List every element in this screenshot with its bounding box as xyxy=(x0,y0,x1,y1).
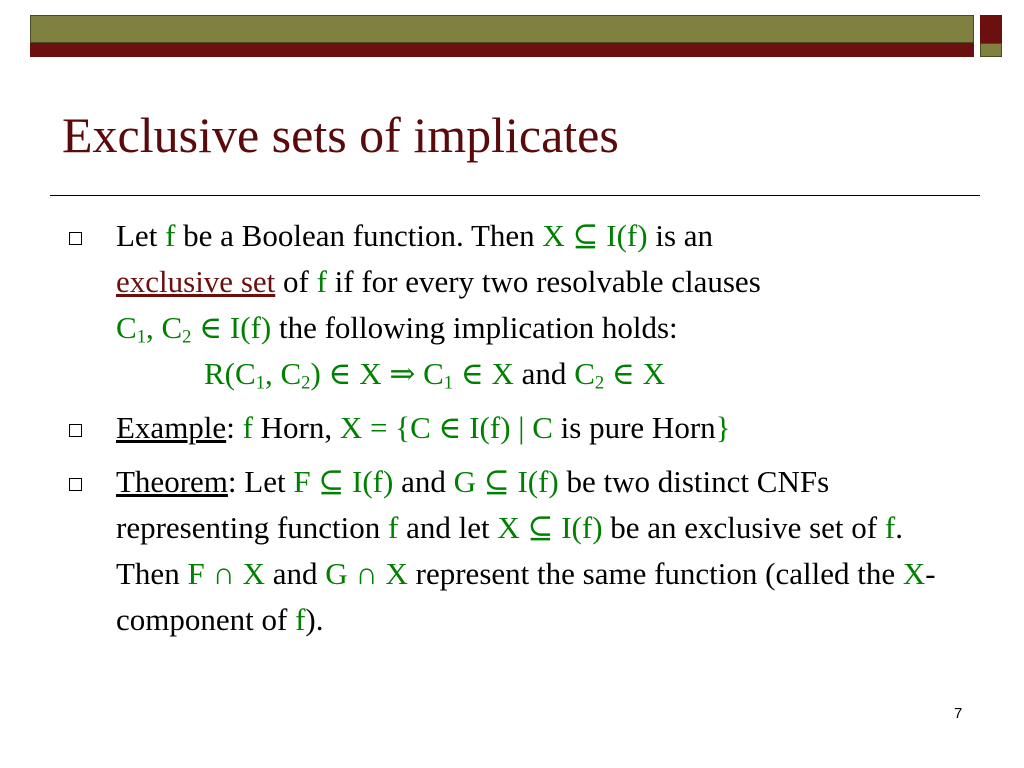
corner-square-top xyxy=(980,15,1002,43)
corner-square-bottom xyxy=(980,43,1002,57)
bullet-example-text: Example: f Horn, X = {C ∈ I(f) | C is pure Horn} xyxy=(116,410,731,445)
title-divider xyxy=(50,195,980,196)
implication-formula: $R(C_1$, $C_2$) ∈ X ⇒ $C_1$ ∈ X and $C_2$ ∈ X xyxy=(204,356,666,394)
bullet-theorem xyxy=(0,459,966,643)
header-bar xyxy=(30,43,974,57)
bullet-theorem-text: Theorem: Let F ⊆ I(f) and G ⊆ I(f) be two distinct CNFs representing function f and let X ⊆ I(f) be an exclusive set of f. Then F ∩ X and G ∩ X represent the same function (called the X-component of f). xyxy=(116,464,936,637)
slide-content xyxy=(0,213,1024,643)
theorem-label: Theorem xyxy=(116,464,228,499)
header-band xyxy=(30,15,974,43)
bullet-example xyxy=(0,405,966,451)
example-label: Example xyxy=(116,410,227,445)
slide-title: Exclusive sets of implicates xyxy=(62,107,619,163)
square-bullet-icon xyxy=(69,478,82,491)
page-number: 7 xyxy=(954,705,963,722)
term-exclusive-set: exclusive set xyxy=(116,264,276,299)
square-bullet-icon xyxy=(69,424,82,437)
bullet-definition xyxy=(0,213,966,397)
bullet-definition-text: Let f be a Boolean function. Then X ⊆ I(f) is an exclusive set of f if for every two resolvable clauses $C_1$, $C_2$ ∈ I(f) the following implication holds: xyxy=(116,218,761,348)
square-bullet-icon xyxy=(69,232,82,245)
